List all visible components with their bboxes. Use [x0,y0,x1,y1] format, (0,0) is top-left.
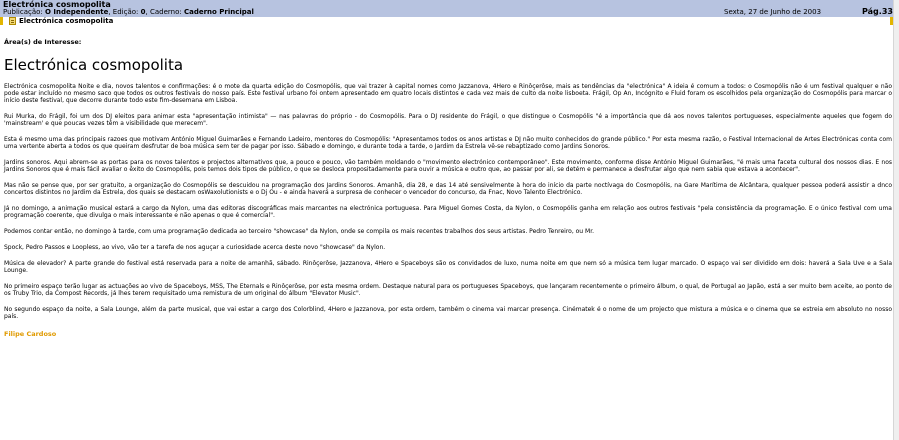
article-title: Electrónica cosmopolita [4,56,184,74]
article-paragraph: Já no domingo, a animação musical estará a cargo da Nylon, uma das editoras discográficas mais marcantes na electrónica portuguesa. Para Miguel Gomes Costa, da Nylon, o Cosmopólis ganha em relação aos outros festivais "pela consistência da programação. E o único festival com uma programação coerente, que divulga o mais interessante e não apenas o que é comercial". [4,205,892,219]
section-label: , Caderno: [145,8,182,16]
section-name: Caderno Principal [183,8,254,16]
article-paragraph: No primeiro espaço terão lugar as actuações ao vivo de Spaceboys, MSS, The Eternals e Rinôçerôse, por esta mesma ordem. Destaque natural para os portugueses Spaceboys, que lançaram recentemente o primeiro álbum, o qual, de Portugal ao Japão, está a ser muito bem aceite, ao ponto de os Truby Trio, da Compost Records, já lhes terem requisitado uma remistura de um original do álbum "Elevator Music". [4,283,892,297]
publication-label: Publicação: [3,8,43,16]
article-paragraph: Rui Murka, do Frágil, foi um dos DJ eleitos para animar esta "apresentação intimista" — nas palavras do próprio - do Cosmopólis. Para o DJ residente do Frágil, o que distingue o Cosmopólis "é a importância que dá aos novos talentos portugueses, especialmente aqueles que fogem do 'mainstream' e que poucas vezes têm a visibilidade que merecem". [4,113,892,127]
document-tab-label: Electrónica cosmopolita [19,16,114,25]
article-paragraph: Música de elevador? A parte grande do festival está reservada para a noite de amanhã, sábado. Rinôçerôse, Jazzanova, 4Hero e Spaceboys são os convidados de luxo, numa noite em que nem só a música tem lugar marcado. O espaço vai ser dividido em dois: haverá a Sala Uve e a Sala Lounge. [4,260,892,274]
article-paragraph: Esta é mesmo uma das principais razoes que motivam António Miguel Guimarães e Fernando Ladeiro, mentores do Cosmopólis: "Apresentamos todos os anos artistas e DJ não muito conhecidos do grande público." Por esta mesma razão, o Festival Internacional de Artes Electrónicas conta com uma vertente aberta a todos os que queiram desfrutar de boa música sem ter de pagar por isso. Sábado e domingo, e durante toda a tarde, o Jardim da Estrela vê-se rebaptizado como Jardins Sonoros. [4,136,892,150]
publication-title: Electrónica cosmopolita [3,0,111,9]
page-number: Pág.33 [862,7,893,16]
article [4,38,892,338]
document-tab[interactable] [9,16,113,25]
interest-area-label: Área(s) de Interesse: [4,38,82,46]
publication-date: Sexta, 27 de Junho de 2003 [724,8,822,16]
publication-name: O Independente [45,8,109,16]
edition-label: , Edição: [108,8,139,16]
title-strip [0,17,893,25]
article-paragraph: Electrónica cosmopolita Noite e dia, novos talentos e confirmações: é o mote da quarta edição do Cosmopólis, que vai trazer à capital nomes como Jazzanova, 4Hero e Rinôçerôse, mais as tendências da "electrónica" A ideia é comum a todos: o Cosmopólis não é um festival qualquer e não pode estar incluído no mesmo saco que todos os outros festivais do nosso país. Este festival urbano foi ontem apresentado em quatro locais distintos e cada vez mais de culto da noite lisboeta. Frágil, Op An, Incógnito e Fluid foram os escolhidos pela organização do Cosmopólis para marcar o início deste festival, que decorre durante todo este fim-desemana em Lisboa. [4,83,892,104]
edition-number: 0 [140,8,146,16]
article-paragraph: No segundo espaço da noite, a Sala Lounge, além da parte musical, que vai estar a cargo dos Colorblind, 4Hero e Jazzanova, por esta ordem, também o cinema vai marcar presença. Cinématek é o nome de um projecto que mistura a música e o cinema que se estreia em absoluto no nosso país. [4,306,892,320]
vertical-scrollbar[interactable] [893,0,899,440]
article-paragraph: Podemos contar então, no domingo à tarde, com uma programação dedicada ao terceiro "showcase" da Nylon, onde se compila os mais recentes trabalhos dos seus artistas. Pedro Tenreiro, ou Mr. [4,228,595,235]
article-paragraph: Spock, Pedro Passos e Loopless, ao vivo, vão ter a tarefa de nos aguçar a curiosidade acerca deste novo "showcase" da Nylon. [4,244,386,251]
article-author: Filipe Cardoso [4,330,57,338]
document-icon [9,17,16,25]
article-paragraph: Jardins sonoros. Aqui abrem-se as portas para os novos talentos e projectos alternativos que, a pouco e pouco, vão também moldando o "movimento electrónico contemporâneo". Este movimento, conforme disse António Miguel Guimarães, "é mais uma faceta cultural dos nossos dias. E nos Jardins Sonoros que é mais fácil avaliar o êxito do Cosmopólis, pois temos dois tipos de público, o que se desloca propositadamente para ouvir a música e outro que, ao passar por ali, se detém e permanece a desfrutar algo que nem sabia que estava a acontecer". [4,159,892,173]
article-paragraph: Mas não se pense que, por ser gratuito, a organização do Cosmopólis se descuidou na programação dos Jardins Sonoros. Amanhã, dia 28, e das 14 até sensivelmente à hora do início da parte noctívaga do Cosmopólis, na Gare Marítima de Alcântara, qualquer pessoa poderá assistir a dnco concertos distintos no Jardim da Estrela, dos quais se destacam osWaxolutionists e o Dj Ou - e ainda haverá a surpresa de conhecer o vencedor do concurso, da Fnac, Novo Talento Electrónico. [4,182,892,196]
